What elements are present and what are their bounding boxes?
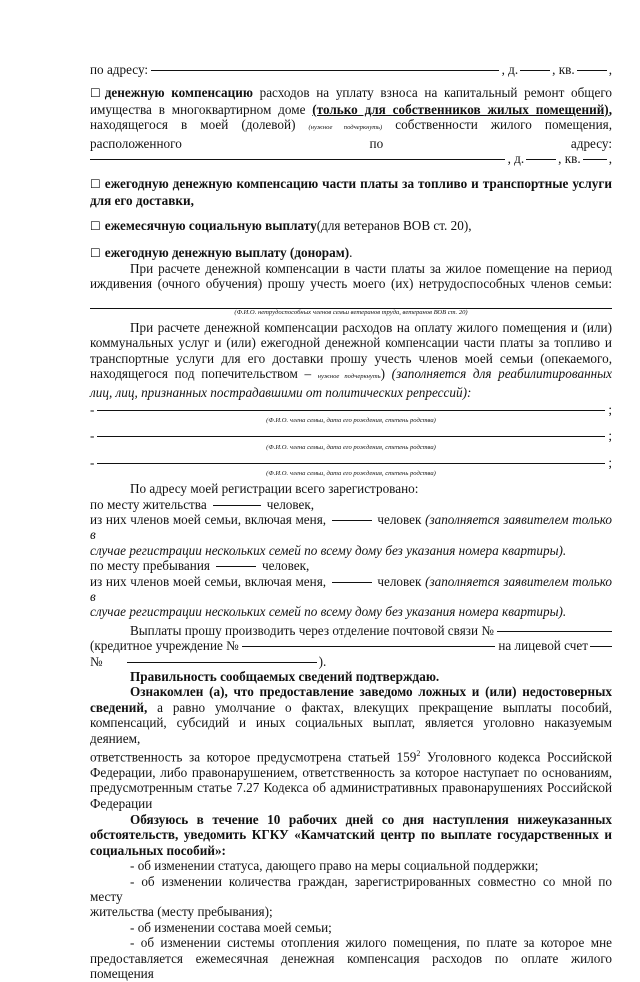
comma: ,	[608, 101, 612, 117]
checkbox-fuel-compensation[interactable]: ☐	[90, 177, 101, 192]
payment-section	[90, 623, 612, 669]
dependents-text: иждивения (очного обучения) прошу учесть моего (их) нетрудоспособных членов семьи:	[90, 276, 612, 292]
persons-label: человек	[377, 511, 422, 527]
section-text: находящегося под попечительством –	[90, 366, 318, 382]
address-label: адресу:	[570, 135, 612, 151]
section-text: При расчете денежной компенсации расходов на оплату жилого помещения и (или)	[130, 319, 612, 335]
option-fuel-compensation	[90, 176, 612, 208]
fill-note: (заполняется заявителем только в	[90, 573, 613, 604]
obligation-item: - об изменении состава моей семьи;	[130, 919, 332, 935]
dependents-input-space[interactable]	[90, 292, 612, 308]
application-form-page	[90, 62, 612, 982]
address-label: по адресу:	[90, 62, 149, 77]
bank-field[interactable]	[242, 646, 496, 647]
checkbox-capital-repair[interactable]: ☐	[90, 86, 101, 101]
rehabilitated-note: лиц, лиц, признанных пострадавшими от политических репрессий):	[90, 384, 472, 400]
closing-paren: ).	[318, 653, 327, 669]
option-monthly-payment	[90, 218, 612, 234]
checkbox-donor-payment[interactable]: ☐	[90, 245, 101, 260]
stay-label: по месту пребывания	[90, 558, 210, 574]
house-label: , д.	[501, 62, 519, 77]
liability-text: Федерации, либо правонарушением, ответственность за которое наступает по основаниям,	[90, 764, 612, 780]
section-text: )	[380, 366, 392, 382]
section-heading: По адресу моей регистрации всего зарегистровано:	[130, 481, 419, 497]
option-text: расходов на уплату взноса на капитальный ремонт общего	[252, 85, 612, 101]
option-capital-repair	[90, 85, 612, 166]
underline-hint: (нужное подчеркнуть)	[308, 124, 383, 132]
option-title: ежегодную денежную компенсацию части платы за топливо и транспортные услуги	[104, 176, 612, 192]
persons-label: человек,	[261, 558, 310, 574]
liability-text: компенсаций, субсидий и иных социальных выплат, является уголовно наказуемым деянием,	[90, 715, 612, 746]
family-member-line	[90, 402, 612, 417]
residence-count-field[interactable]	[213, 505, 261, 506]
dash: -	[90, 454, 95, 470]
rehabilitated-note: (заполняется для реабилитированных	[391, 366, 612, 382]
dependents-text: При расчете денежной компенсации в части платы за жилое помещение на период	[130, 261, 612, 277]
account-number-field[interactable]	[127, 662, 317, 663]
house-field[interactable]	[526, 159, 556, 160]
comma: ,	[608, 62, 612, 77]
registration-section	[90, 481, 612, 620]
obligation-item: жительства (месту пребывания);	[90, 904, 273, 920]
obligation-item: предоставляется ежемесячная денежная компенсация расходов по оплате жилого помещения	[90, 950, 612, 982]
semicolon: ;	[608, 454, 612, 470]
liability-text: Уголовного кодекса Российской	[420, 749, 612, 765]
post-office-field[interactable]	[497, 631, 612, 632]
located-label: расположенного	[90, 135, 182, 151]
liability-text: а равно умолчание о фактах, влекущих прекращение выплаты пособий,	[147, 699, 612, 715]
option-text: находящегося в моей (долевой)	[90, 117, 309, 133]
family-member-hint: (Ф.И.О. члена семьи, дата его рождения, степень родства)	[266, 470, 436, 478]
family-count-field[interactable]	[332, 520, 372, 521]
option-text: (для ветеранов ВОВ ст. 20),	[316, 218, 472, 234]
apartment-field[interactable]	[583, 159, 607, 160]
option-title: денежную компенсацию	[104, 85, 253, 101]
family-member-field[interactable]	[97, 436, 605, 437]
persons-label: человек	[377, 573, 422, 589]
confirmation-title: Правильность сообщаемых сведений подтверждаю.	[130, 669, 440, 684]
family-count-label: из них членов моей семьи, включая меня,	[90, 511, 327, 527]
obligation-item: - об изменении количества граждан, зарегистрированных совместно со мной по месту	[90, 873, 612, 905]
option-title: для его доставки,	[90, 192, 194, 208]
family-stay-count-field[interactable]	[332, 582, 372, 583]
house-field[interactable]	[520, 70, 550, 71]
obligation-heading: социальных пособий»:	[90, 842, 226, 858]
family-count-label: из них членов моей семьи, включая меня,	[90, 573, 327, 589]
liability-text: предусмотренным статье 7.27 Кодекса об административных правонарушениях Российской	[90, 780, 612, 796]
section-text: транспортные услуги для его доставки прошу учесть членов моей семьи (опекаемого,	[90, 350, 612, 366]
stay-count-field[interactable]	[216, 566, 256, 567]
underline-hint: нужное подчеркнуть	[317, 373, 381, 381]
family-member-field[interactable]	[97, 463, 605, 464]
account-number-label: №	[90, 653, 103, 669]
option-donor-payment	[90, 245, 612, 317]
fill-note: случае регистрации нескольких семей по всему дому без указания номера квартиры).	[90, 604, 567, 620]
owners-only-note: (только для собственников жилых помещений)	[312, 101, 609, 117]
option-title: ежегодную денежную выплату (донорам)	[104, 244, 350, 260]
apartment-label: , кв.	[558, 151, 581, 167]
option-text: собственности жилого помещения,	[382, 117, 612, 133]
checkbox-monthly-payment[interactable]: ☐	[90, 219, 101, 234]
liability-text: Ознакомлен (а), что предоставление заведомо ложных и (или) недостоверных	[130, 684, 612, 700]
comma: ,	[608, 151, 612, 167]
fill-note: (заполняется заявителем только в	[90, 511, 613, 543]
address-line	[90, 62, 612, 77]
by-label: по	[369, 135, 384, 151]
obligation-item: - об изменении системы отопления жилого помещения, по плате за которое мне	[130, 935, 612, 951]
liability-text: сведений,	[90, 699, 148, 715]
dependents-hint: (Ф.И.О. нетрудоспособных членов семьи ветеранов труда, ветеранов ВОВ ст. 20)	[234, 308, 468, 316]
apartment-label: , кв.	[552, 62, 575, 77]
obligation-item: - об изменении статуса, дающего право на меры социальной поддержки;	[130, 858, 539, 874]
period: .	[349, 244, 353, 260]
obligation-heading: Обязуюсь в течение 10 рабочих дней со дня наступления нижеуказанных	[130, 812, 612, 828]
family-member-hint: (Ф.И.О. члена семьи, дата его рождения, степень родства)	[266, 417, 436, 425]
fill-note: случае регистрации нескольких семей по всему дому без указания номера квартиры).	[90, 542, 567, 558]
confirmation-section	[90, 669, 612, 811]
residence-label: по месту жительства	[90, 496, 207, 512]
apartment-field[interactable]	[577, 70, 607, 71]
option-title: ежемесячную социальную выплату	[104, 218, 317, 234]
obligation-heading: обстоятельств, уведомить КГКУ «Камчатский центр по выплате государственных и	[90, 827, 612, 843]
family-member-line	[90, 455, 612, 470]
family-members-section	[90, 320, 612, 478]
persons-label: человек,	[266, 496, 315, 512]
bank-label: (кредитное учреждение №	[90, 638, 239, 654]
property-address-field[interactable]	[90, 159, 505, 160]
semicolon: ;	[608, 428, 612, 444]
address-field[interactable]	[151, 70, 499, 71]
semicolon: ;	[608, 401, 612, 417]
liability-text: ответственность за которое предусмотрена статьей 159	[90, 749, 417, 765]
dash: -	[90, 428, 95, 444]
article-superscript: 2	[416, 749, 421, 759]
family-member-field[interactable]	[97, 410, 605, 411]
section-text: коммунальных услуг и (или) ежегодной денежной компенсации части платы за топливо и	[90, 335, 612, 351]
option-text: имущества в многоквартирном доме	[90, 101, 313, 117]
dash: -	[90, 401, 95, 417]
post-office-label: Выплаты прошу производить через отделение почтовой связи №	[130, 622, 494, 638]
liability-text: Федерации	[90, 795, 153, 811]
house-label: , д.	[507, 151, 525, 167]
account-field-start[interactable]	[590, 646, 612, 647]
family-member-line	[90, 428, 612, 443]
family-member-hint: (Ф.И.О. члена семьи, дата его рождения, степень родства)	[266, 443, 436, 451]
obligations-section	[90, 812, 612, 981]
account-label: на лицевой счет	[498, 638, 588, 654]
